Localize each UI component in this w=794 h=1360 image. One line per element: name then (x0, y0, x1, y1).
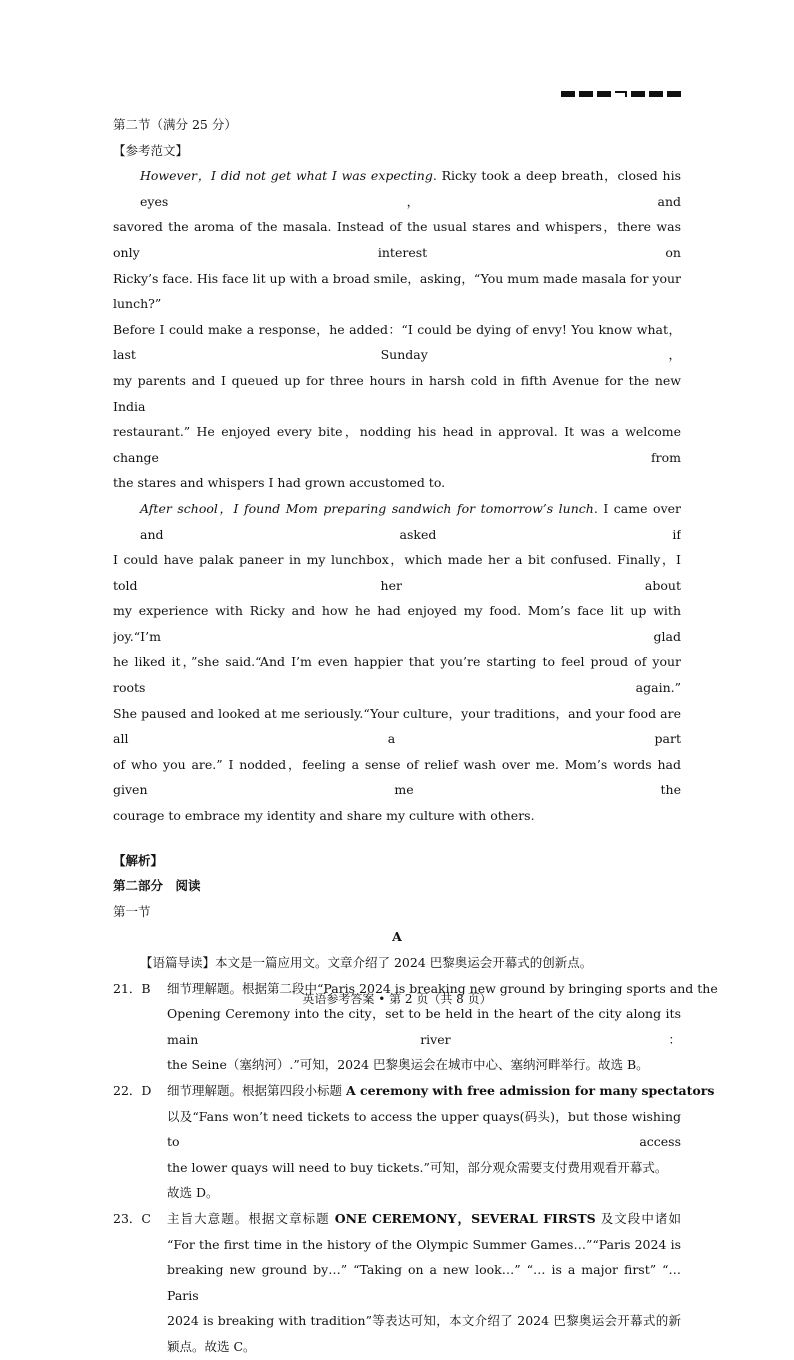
essay-p2-line-5: of who you are.” I nodded，feeling a sense of relief wash over me. Mom’s words had given me the (113, 756, 681, 798)
passage-guide: 【语篇导读】本文是一篇应用文。文章介绍了 2024 巴黎奥运会开幕式的创新点。 (140, 955, 593, 970)
section-title: 第二节（满分 25 分） (113, 117, 237, 132)
essay-p1-line-2: Ricky’s face. His face lit up with a broad smile，asking，“You mum made masala for your lunch?” (113, 270, 681, 312)
page-footer: 英语参考答案 • 第 2 页（共 8 页） (302, 992, 492, 1006)
essay-p1-line-0: However，I did not get what I was expecting. Ricky took a deep breath，closed his eyes，and (140, 168, 681, 209)
passage-label: A (392, 929, 402, 945)
essay-p1-line-4: my parents and I queued up for three hours in harsh cold in fifth Avenue for the new India (113, 372, 681, 414)
essay-p2-line-0: After school，I found Mom preparing sandwich for tomorrow’s lunch. I came over and asked if (140, 500, 681, 542)
essay-p1-line-5: restaurant.” He enjoyed every bite，nodding his head in approval. It was a welcome change from (113, 424, 681, 465)
part-heading: 第二部分 阅读 (113, 878, 201, 894)
essay-p2-line-6: courage to embrace my identity and share my culture with others. (113, 808, 535, 824)
essay-p2-line-3: he liked it，”she said.“And I’m even happier that you’re starting to feel proud of your roots again.” (113, 654, 681, 696)
analysis-label: 【解析】 (113, 852, 164, 868)
essay-p1-line-1: savored the aroma of the masala. Instead of the usual stares and whispers，there was only interest on (113, 219, 681, 260)
question-number: 22．D (113, 1082, 152, 1098)
question-number: 21．B (113, 980, 151, 996)
model-essay-label: 【参考范文】 (113, 142, 189, 158)
essay-p2-line-1: I could have palak paneer in my lunchbox，which made her a bit confused. Finally，I told her about (113, 552, 681, 593)
essay-p2-line-4: She paused and looked at me seriously.“Your culture，your traditions，and your food are all a part (113, 705, 681, 747)
essay-p2-line-2: my experience with Ricky and how he had enjoyed my food. Mom’s face lit up with joy.“I’m glad (113, 603, 681, 644)
header-marks (561, 91, 681, 97)
question-21: 21．B 细节理解题。根据第二段中“Paris 2024 is breaking new ground by bringing sports and the (113, 976, 681, 1002)
section-heading: 第一节 (113, 903, 151, 919)
page-content: 第二节（满分 25 分） 【参考范文】 However，I did not get what I was expecting. Ricky took a deep breath，closed his eyes，and savored the aroma of the masala. Instead of the usual stares and whispers，there was only interest on Ricky’s face. His face lit up with a broad smile，asking，“You mum made masala for your lunch?” Before I could make a response，he added：“I could be dying of envy! You know what，last Sunday， my parents and I queued up for three hours in harsh cold in fifth Avenue for the new India restaurant.” He enjoyed every bite，nodding his head in approval. It was a welcome change from the stares and whispers I had grown accustomed to. After school，I found Mom preparing sandwich for tomorrow’s lunch. I came over and asked if I could have palak paneer in my lunchbox，which made her a bit confused. Finally，I told her about my experience with Ricky and how he had enjoyed my food. Mom’s face lit up with joy.“I’m glad he liked it，”she said.“And I’m even happier that you’re starting to feel proud of your roots again.” She paused and looked at me seriously.“Your culture，your traditions，and your food are all a part of who you are.” I nodded，feeling a sense of relief wash over me. Mom’s words had given me the courage to embrace my identity and share my culture with others. 【解析】 第二部分 阅读 第一节 A 【语篇导读】本文是一篇应用文。文章介绍了 2024 巴黎奥运会开幕式的创新点。 21．B 细节理解题。根据第二段中“Paris 2024 is breaking new ground by bringing sports and the Opening Ceremony into the city，set to be held in the heart of the city along its main river： the Seine（塞纳河）.”可知，2024 巴黎奥运会在城市中心、塞纳河畔举行。故选 B。 22．D 细节理解题。根据第四段小标题 A ceremony with free admission for many spectators 以及“Fans won’t need tickets to access the upper quays(码头)，but those wishing to access the lower quays will need to buy tickets.”可知，部分观众需要支付费用观看开幕式。 故选 D。 23．C 主旨大意题。根据文章标题 ONE CEREMONY，SEVERAL FIRSTS 及文段中诸如 “For the first time in the history of the Olympic Summer Games…”“Paris 2024 is breaking new ground by…” “Taking on a new look…” “… is a major first” “…Paris 2024 is breaking with tradition”等表达可知，本文介绍了 2024 巴黎奥运会开幕式的新 颖点。故选 C。 (113, 112, 681, 1360)
question-22: 22．D 细节理解题。根据第四段小标题 A ceremony with free admission for many spectators (113, 1078, 681, 1104)
question-number: 23．C (113, 1210, 151, 1226)
essay-p1-line-6: the stares and whispers I had grown accustomed to. (113, 475, 446, 491)
essay-p1-line-3: Before I could make a response，he added：“I could be dying of envy! You know what，last Sunday， (113, 321, 681, 363)
question-23: 23．C 主旨大意题。根据文章标题 ONE CEREMONY，SEVERAL FIRSTS 及文段中诸如 (113, 1206, 681, 1232)
